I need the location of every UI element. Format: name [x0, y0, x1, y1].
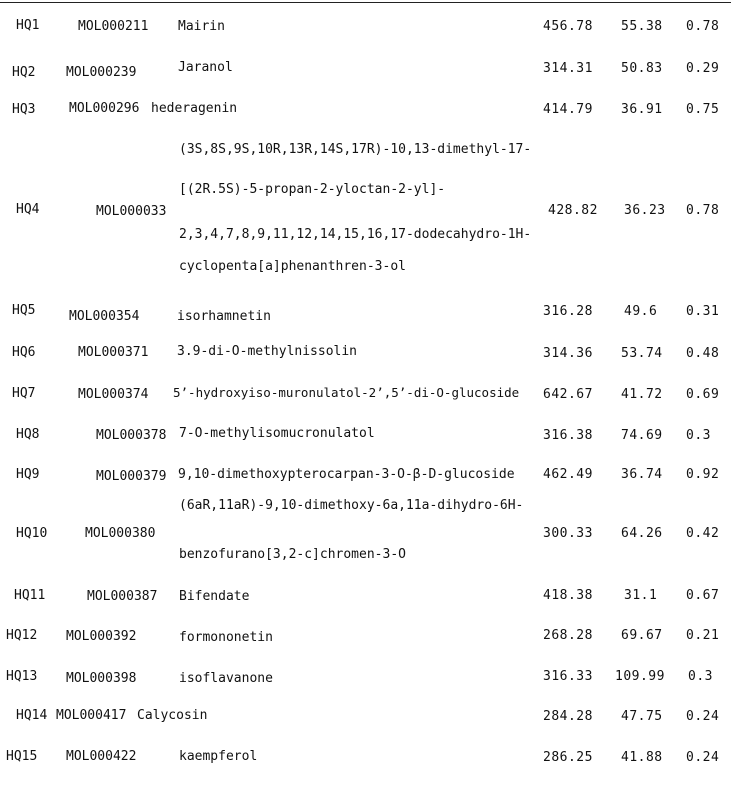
- compound-name: Jaranol: [178, 60, 233, 75]
- compound-name: 3.9-di-O-methylnissolin: [177, 344, 358, 359]
- compound-id: HQ6: [12, 345, 36, 360]
- mol-id: MOL000378: [96, 428, 167, 443]
- mol-id: MOL000033: [96, 204, 167, 219]
- compound-id: HQ7: [12, 386, 36, 401]
- dl-value: 0.29: [686, 61, 720, 76]
- ob-value: 41.88: [621, 750, 663, 765]
- molecular-weight: 418.38: [543, 588, 593, 603]
- dl-value: 0.75: [686, 102, 720, 117]
- compound-name-line: (6aR,11aR)-9,10-dimethoxy-6a,11a-dihydro-6H-: [179, 498, 524, 513]
- mol-id: MOL000371: [78, 345, 149, 360]
- ob-value: 36.23: [624, 203, 666, 218]
- compound-id: HQ8: [16, 427, 40, 442]
- compound-name: isorhamnetin: [177, 309, 271, 324]
- compound-name: 5’-hydroxyiso-muronulatol-2’,5’-di-O-glucoside: [173, 385, 520, 400]
- ob-value: 49.6: [624, 304, 658, 319]
- compound-name: hederagenin: [151, 101, 238, 116]
- mol-id: MOL000398: [66, 671, 137, 686]
- molecular-weight: 314.31: [543, 61, 593, 76]
- compound-name-line: [(2R.5S)-5-propan-2-yloctan-2-yl]-: [179, 182, 446, 197]
- dl-value: 0.3: [688, 669, 713, 684]
- ob-value: 109.99: [615, 669, 665, 684]
- ob-value: 36.91: [621, 102, 663, 117]
- compound-id: HQ9: [16, 467, 40, 482]
- molecular-weight: 316.38: [543, 428, 593, 443]
- compound-name: Mairin: [178, 19, 225, 34]
- mol-id: MOL000417: [56, 708, 127, 723]
- ob-value: 50.83: [621, 61, 663, 76]
- ob-value: 55.38: [621, 19, 663, 34]
- ob-value: 53.74: [621, 346, 663, 361]
- compound-id: HQ10: [16, 526, 48, 541]
- ob-value: 47.75: [621, 709, 663, 724]
- dl-value: 0.48: [686, 346, 720, 361]
- mol-id: MOL000296: [69, 101, 140, 116]
- compound-id: HQ2: [12, 65, 36, 80]
- table-top-rule: [0, 2, 731, 3]
- mol-id: MOL000211: [78, 19, 149, 34]
- ob-value: 74.69: [621, 428, 663, 443]
- compound-name: Calycosin: [137, 708, 208, 723]
- mol-id: MOL000422: [66, 749, 137, 764]
- dl-value: 0.67: [686, 588, 720, 603]
- ob-value: 36.74: [621, 467, 663, 482]
- dl-value: 0.78: [686, 203, 720, 218]
- compound-id: HQ13: [6, 669, 38, 684]
- ob-value: 64.26: [621, 526, 663, 541]
- molecular-weight: 300.33: [543, 526, 593, 541]
- compound-id: HQ5: [12, 303, 36, 318]
- compound-name-line: benzofurano[3,2-c]chromen-3-O: [179, 547, 406, 562]
- compound-name: formononetin: [179, 630, 273, 645]
- compound-name: 9,10-dimethoxypterocarpan-3-O-β-D-glucoside: [178, 467, 515, 482]
- molecular-weight: 316.28: [543, 304, 593, 319]
- compound-name-line: 2,3,4,7,8,9,11,12,14,15,16,17-dodecahydro-1H-: [179, 227, 532, 242]
- mol-id: MOL000387: [87, 589, 158, 604]
- molecular-weight: 462.49: [543, 467, 593, 482]
- molecular-weight: 268.28: [543, 628, 593, 643]
- dl-value: 0.3: [686, 428, 711, 443]
- ob-value: 41.72: [621, 387, 663, 402]
- molecular-weight: 316.33: [543, 669, 593, 684]
- dl-value: 0.24: [686, 709, 720, 724]
- molecular-weight: 314.36: [543, 346, 593, 361]
- compound-id: HQ15: [6, 749, 38, 764]
- compound-id: HQ1: [16, 18, 40, 33]
- mol-id: MOL000354: [69, 309, 140, 324]
- molecular-weight: 414.79: [543, 102, 593, 117]
- compound-name: Bifendate: [179, 589, 250, 604]
- compound-name: kaempferol: [179, 749, 258, 764]
- mol-id: MOL000379: [96, 469, 167, 484]
- dl-value: 0.21: [686, 628, 720, 643]
- molecular-weight: 428.82: [548, 203, 598, 218]
- ob-value: 69.67: [621, 628, 663, 643]
- mol-id: MOL000392: [66, 629, 137, 644]
- compound-name-line: cyclopenta[a]phenanthren-3-ol: [179, 259, 406, 274]
- dl-value: 0.42: [686, 526, 720, 541]
- compound-id: HQ3: [12, 102, 36, 117]
- mol-id: MOL000380: [85, 526, 156, 541]
- compound-name: 7-O-methylisomucronulatol: [179, 426, 375, 441]
- ob-value: 31.1: [624, 588, 658, 603]
- compound-id: HQ11: [14, 588, 46, 603]
- compound-name: isoflavanone: [179, 671, 273, 686]
- compound-id: HQ4: [16, 202, 40, 217]
- dl-value: 0.31: [686, 304, 720, 319]
- dl-value: 0.92: [686, 467, 720, 482]
- compound-name-line: (3S,8S,9S,10R,13R,14S,17R)-10,13-dimethyl-17-: [179, 142, 532, 157]
- molecular-weight: 456.78: [543, 19, 593, 34]
- dl-value: 0.24: [686, 750, 720, 765]
- dl-value: 0.69: [686, 387, 720, 402]
- molecular-weight: 286.25: [543, 750, 593, 765]
- molecular-weight: 642.67: [543, 387, 593, 402]
- molecular-weight: 284.28: [543, 709, 593, 724]
- mol-id: MOL000374: [78, 387, 149, 402]
- compound-id: HQ14: [16, 708, 48, 723]
- mol-id: MOL000239: [66, 65, 137, 80]
- dl-value: 0.78: [686, 19, 720, 34]
- compound-id: HQ12: [6, 628, 38, 643]
